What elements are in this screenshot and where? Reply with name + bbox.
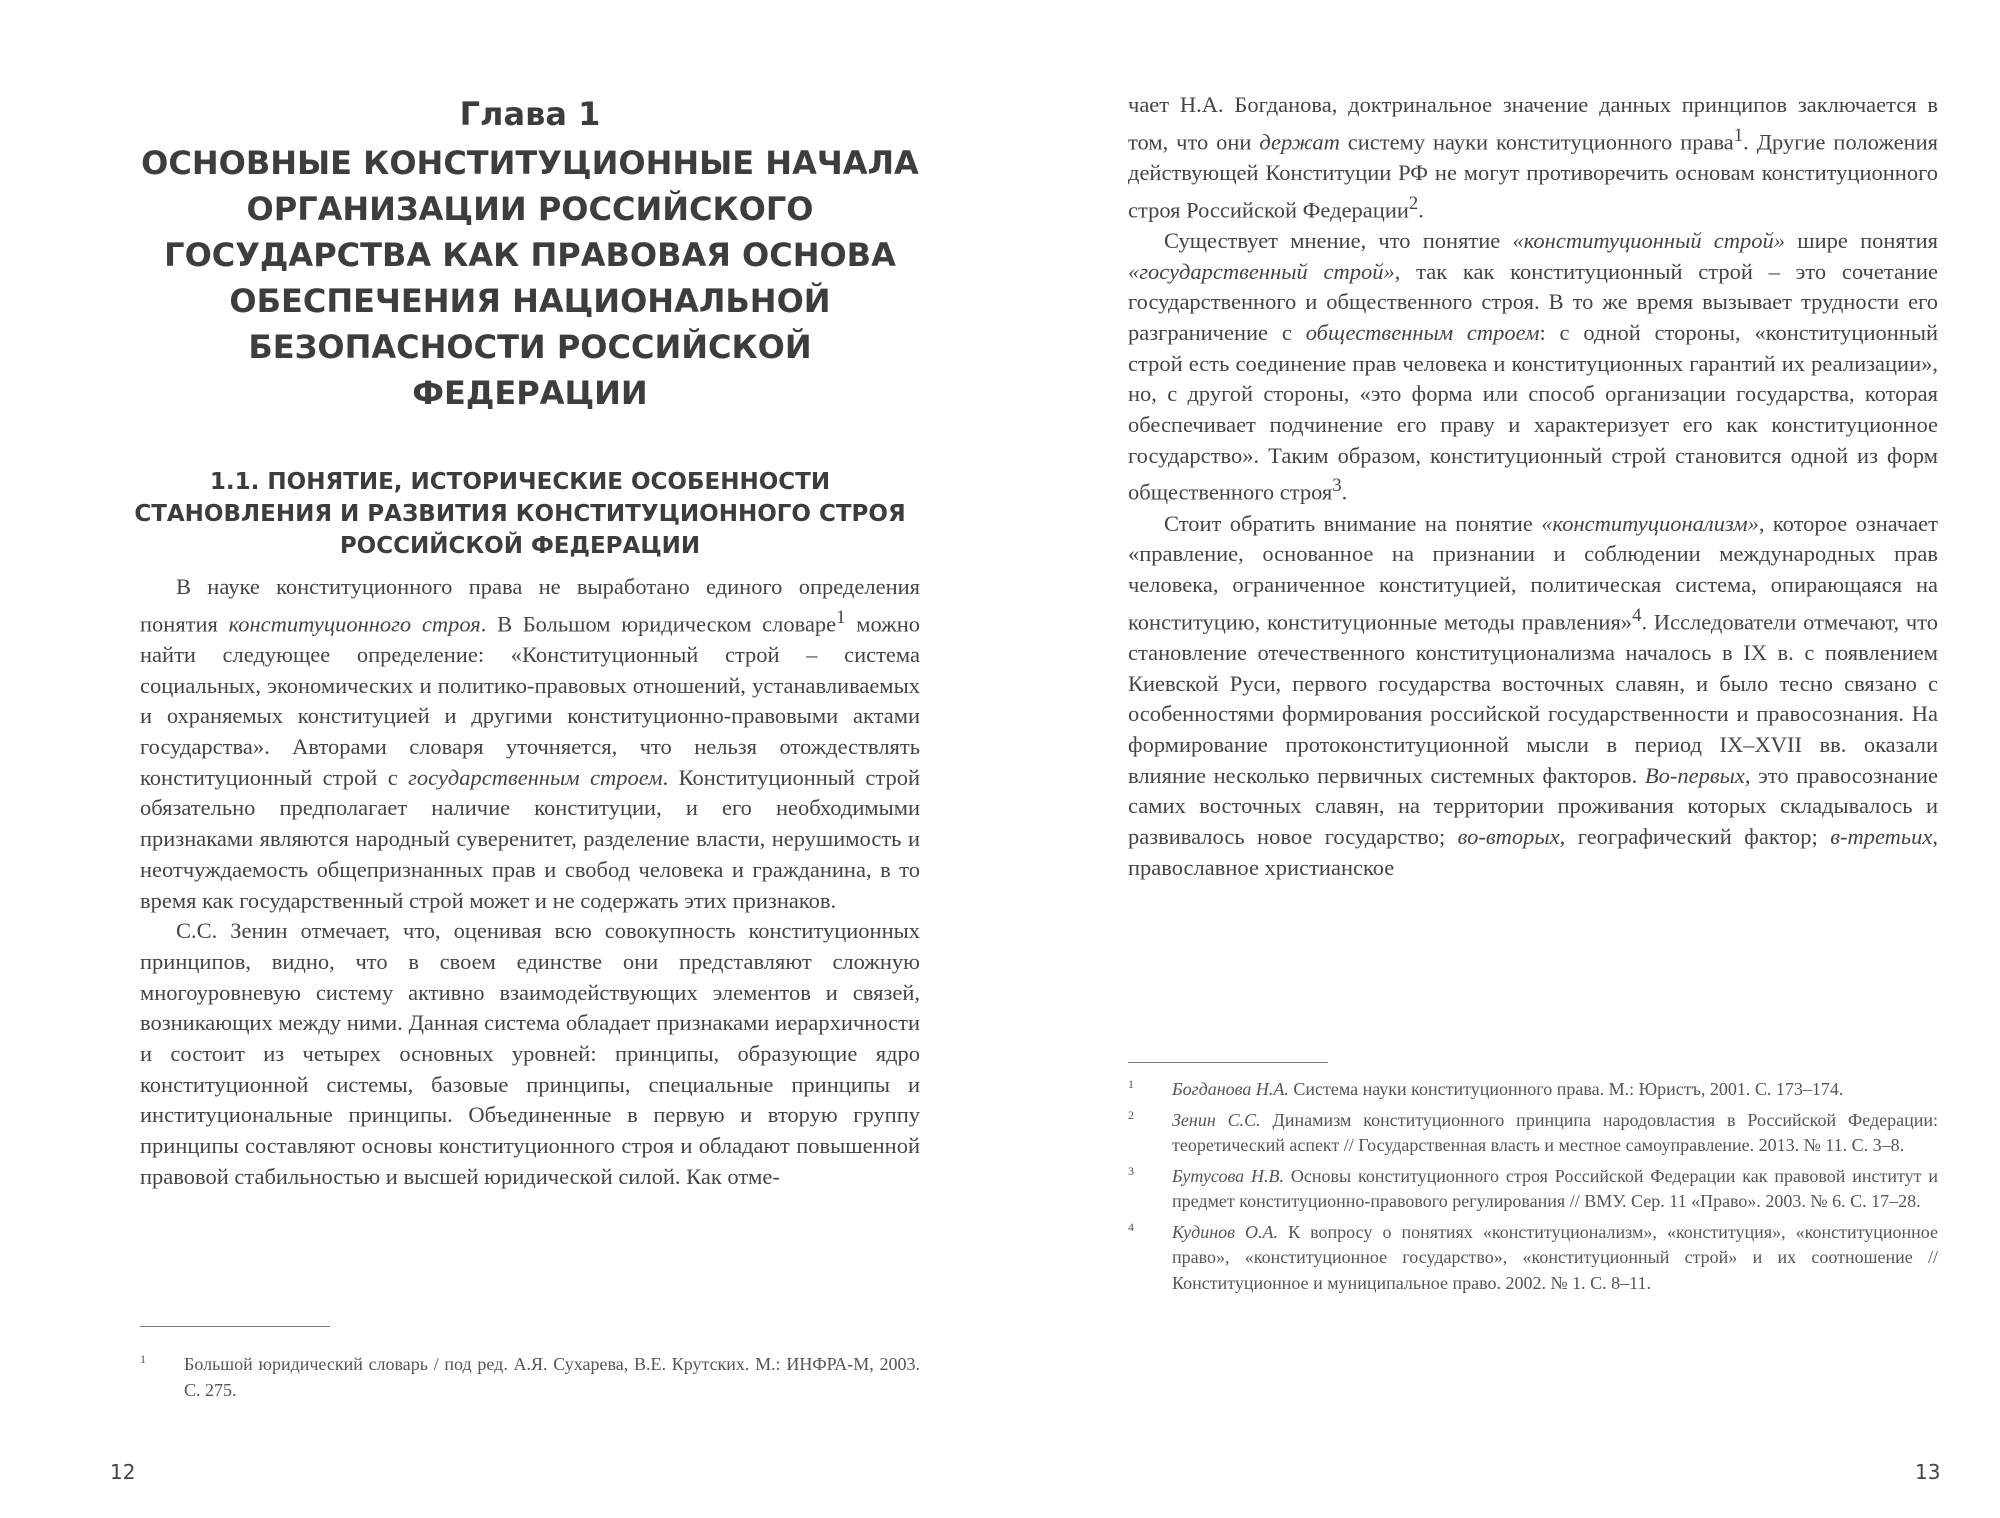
footnote-ref: 2 <box>1408 192 1419 214</box>
footnote: 1 Богданова Н.А. Система науки конституционного права. М.: Юристъ, 2001. С. 173–174. <box>1128 1077 1844 1099</box>
footnotes <box>1128 1077 1938 1301</box>
term: держат <box>1259 129 1340 155</box>
term: «государственный строй» <box>1128 258 1395 284</box>
term: государственным строем <box>408 764 663 790</box>
footnote-ref: 1 <box>1733 124 1744 146</box>
page-number: 12 <box>110 1460 136 1484</box>
right-body-text <box>1128 90 1938 884</box>
term: в-третьих <box>1830 824 1933 850</box>
footnote-divider <box>140 1326 330 1327</box>
footnote: 3 Бутусова Н.В. Основы конституционного строя Российской Федерации как правовой институт и предмет конституционно-правового регулирования // ВМУ. Сер. 11 «Право». 2003. № 6. С. 17–28. <box>1128 1163 1938 1211</box>
left-body-text <box>140 572 920 1193</box>
term: во-вторых <box>1457 824 1560 850</box>
paragraph: Существует мнение, что понятие «конституционный строй» шире понятия «государственный строй», так как конституционный строй – это сочетание государственного и общественного строя. В то же время вызывает трудности его разграничение с общественным строем: с одной стороны, «конституционный строй есть соединение прав человека и конституционных гарантий их реализации», но, с другой стороны, «это форма или способ организации государства, которая обеспечивает подчинение его праву и характеризует его как конституционное государство». Таким образом, конституционный строй становится одной из форм общественного строя$^3$. <box>1128 227 1938 505</box>
footnotes <box>140 1352 920 1408</box>
footnote-ref: 1 <box>836 606 846 628</box>
page-number: 13 <box>1915 1460 1941 1484</box>
term: конституционного строя <box>228 611 481 637</box>
footnote-ref: 3 <box>1332 475 1342 497</box>
section-title: 1.1. ПОНЯТИЕ, ИСТОРИЧЕСКИЕ ОСОБЕННОСТИ СТАНОВЛЕНИЯ И РАЗВИТИЯ КОНСТИТУЦИОННОГО СТРОЯ РОССИЙСКОЙ ФЕДЕРАЦИИ <box>134 469 906 559</box>
paragraph: В науке конституционного права не выработано единого определения понятия конституционного строя. В Большом юридическом словаре$^1$ можно найти следующее определение: «Конституционный строй – система социальных, экономических и политико-правовых отношений, устанавливаемых и охраняемых конституцией и другими конституционно-правовыми актами государства». Авторами словаря уточняется, что нельзя отождествлять конституционный строй с государственным строем. Конституционный строй обязательно предполагает наличие конституции, и его необходимыми признаками являются народный суверенитет, разделение власти, нерушимость и неотчуждаемость общепризнанных прав и свобод человека и гражданина, в то время как государственный строй может и не содержать этих признаков. <box>140 574 920 913</box>
paragraph: С.С. Зенин отмечает, что, оценивая всю совокупность конституционных принципов, видно, что в своем единстве они представляют сложную многоуровневую систему активно взаимодействующих элементов и связей, возникающих между ними. Данная система обладает признаками иерархичности и состоит из четырех основных уровней: принципы, образующие ядро конституционной системы, базовые принципы, специальные принципы и институциональные принципы. Объединенные в первую и вторую группу принципы составляют основы конституционного строя и обладают повышенной правовой стабильностью и высшей юридической силой. Как отме- <box>140 918 920 1189</box>
right-page <box>1000 0 2000 1518</box>
footnote: 2 Зенин С.С. Динамизм конституционного принципа народовластия в Российской Федерации: теоретический аспект // Государственная власть и местное самоуправление. 2013. № 11. С. 3–8. <box>1128 1107 1938 1155</box>
term: «конституционализм» <box>1541 510 1759 536</box>
paragraph: чает Н.А. Богданова, доктринальное значение данных принципов заключается в том, что они держат систему науки конституционного права$^1$. Другие положения действующей Конституции РФ не могут противоречить основам конституционного строя Российской Федерации$^2$. <box>1128 92 1938 223</box>
paragraph: Стоит обратить внимание на понятие «конституционализм», которое означает «правление, основанное на признании и соблюдении международных прав человека, ограниченное конституцией, политическая система, опирающаяся на конституцию, конституционные методы правления»$^4$. Исследователи отмечают, что становление отечественного конституционализма началось в IX в. с появлением Киевской Руси, первого государства восточных славян, и было тесно связано с особенностями формирования российской государственности и правосознания. На формирование протоконституционной мысли в период IX–XVII вв. оказали влияние несколько первичных системных факторов. Во-первых, это правосознание самих восточных славян, на территории проживания которых складывалось и развивалось новое государство; во-вторых, географический фактор; в-третьих, православное христианское <box>1128 510 1938 880</box>
term: Во-первых <box>1644 762 1745 788</box>
term: «конституционный строй» <box>1512 227 1786 253</box>
footnote: 1 Большой юридический словарь / под ред. А.Я. Сухарева, В.Е. Крутских. М.: ИНФРА-М, 2003. С. 275. <box>140 1352 920 1400</box>
chapter-label: Глава 1 <box>459 95 601 133</box>
footnote-divider <box>1128 1062 1328 1063</box>
footnote: 4 Кудинов О.А. К вопросу о понятиях «конституционализм», «конституция», «конституционное право», «конституционное государство», «конституционный строй» и их соотношение // Конституционное и муниципальное право. 2002. № 1. С. 8–11. <box>1128 1219 1938 1293</box>
chapter-title: ОСНОВНЫЕ КОНСТИТУЦИОННЫЕ НАЧАЛА ОРГАНИЗАЦИИ РОССИЙСКОГО ГОСУДАРСТВА КАК ПРАВОВАЯ ОСНОВА ОБЕСПЕЧЕНИЯ НАЦИОНАЛЬНОЙ БЕЗОПАСНОСТИ РОССИЙСКОЙ ФЕДЕРАЦИИ <box>141 144 919 412</box>
footnote-ref: 4 <box>1632 604 1642 626</box>
term: общественным строем <box>1305 319 1540 345</box>
